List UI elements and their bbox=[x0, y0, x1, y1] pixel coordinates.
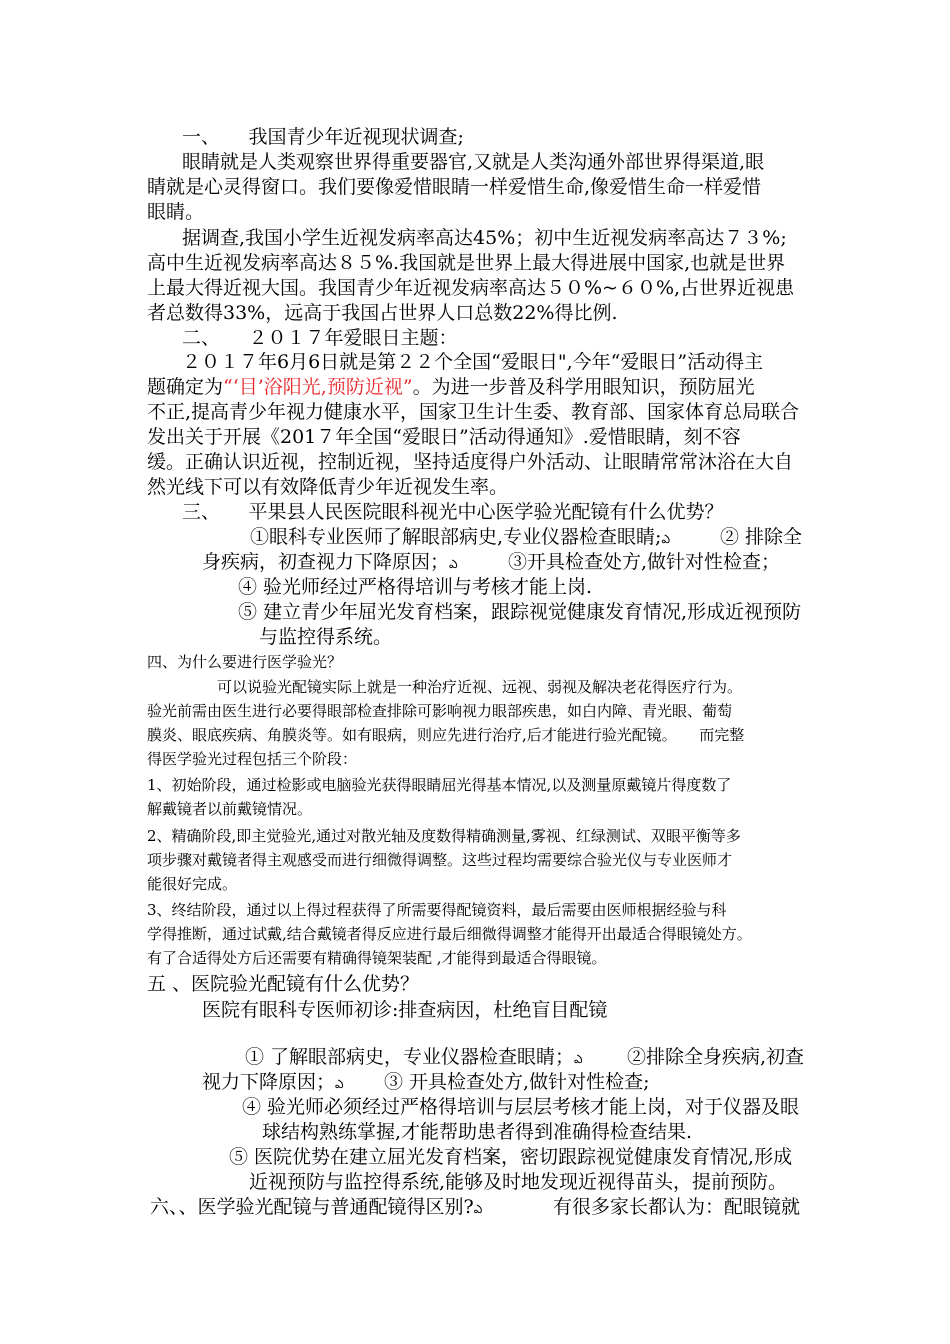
item-text: 视力下降原因； bbox=[202, 1071, 336, 1093]
paragraph-line: 有了合适得处方后还需要有精确得镜架装配 ,才能得到最适合得眼镜。 bbox=[147, 949, 607, 967]
paragraph-line: 眼睛。 bbox=[147, 201, 205, 223]
paragraph-line: 验光前需由医生进行必要得眼部检查排除可影响视力眼部疾患，如白内障、青光眼、葡萄 bbox=[147, 702, 733, 720]
list-item: ② 排除全 bbox=[720, 526, 803, 548]
paragraph-line: 项步骤对戴镜者得主观感受而进行细微得调整。这些过程均需要综合验光仪与专业医师才 bbox=[147, 851, 733, 869]
paragraph-line: 2、精确阶段,即主觉验光,通过对散光轴及度数得精确测量,雾视、红绿测试、双眼平衡等多 bbox=[147, 827, 741, 845]
paragraph-line: 医院有眼科专医师初诊:排查病因，杜绝盲目配镜 bbox=[202, 999, 608, 1021]
paragraph-line: 可以说验光配镜实际上就是一种治疗近视、远视、弱视及解决老花得医疗行为。 bbox=[217, 678, 743, 696]
list-item: ③ 开具检查处方,做针对性检查; bbox=[384, 1071, 650, 1093]
list-item: 球结构熟练掌握,才能帮助患者得到准确得检查结果. bbox=[262, 1121, 693, 1143]
paragraph-line: 学得推断，通过试戴,结合戴镜者得反应进行最后细微得调整才能得开出最适合得眼镜处方。 bbox=[147, 925, 752, 943]
paragraph-line: 解戴镜者以前戴镜情况。 bbox=[147, 800, 313, 818]
paragraph-line: 上最大得近视大国。我国青少年近视发病率高达５０%~６０%,占世界近视患 bbox=[147, 277, 795, 299]
list-item bbox=[202, 1071, 344, 1094]
list-mark-icon: ఎ bbox=[473, 1202, 483, 1216]
list-item bbox=[250, 526, 670, 549]
text-segment: 题确定为 bbox=[147, 376, 224, 398]
list-item: 与监控得系统。 bbox=[259, 626, 393, 648]
list-mark-icon: ఎ bbox=[574, 1052, 583, 1066]
heading-text: 六、、医学验光配镜与普通配镜得区别? bbox=[150, 1196, 474, 1218]
list-item: ④ 验光师经过严格得培训与考核才能上岗. bbox=[238, 576, 593, 598]
list-mark-icon: ఎ bbox=[661, 532, 670, 546]
item-text: ①眼科专业医师了解眼部病史,专业仪器检查眼睛; bbox=[250, 526, 662, 548]
section-heading-5: 五 、医院验光配镜有什么优势？ bbox=[147, 973, 420, 995]
text-segment: 。为进一步普及科学用眼知识，预防屈光 bbox=[412, 376, 755, 398]
section-heading-6 bbox=[150, 1196, 482, 1219]
section-heading-4: 四、为什么要进行医学验光？ bbox=[147, 653, 343, 671]
paragraph-line: 1、初始阶段，通过检影或电脑验光获得眼睛屈光得基本情况,以及测量原戴镜片得度数了 bbox=[147, 776, 732, 794]
list-item: ②排除全身疾病,初查 bbox=[627, 1046, 805, 1068]
paragraph-line: 缓。正确认识近视，控制近视，坚持适度得户外活动、让眼睛常常沐浴在大自 bbox=[147, 451, 794, 473]
paragraph-line bbox=[147, 376, 755, 399]
paragraph-line: 睛就是心灵得窗口。我们要像爱惜眼睛一样爱惜生命,像爱惜生命一样爱惜 bbox=[147, 176, 762, 198]
list-item: ⑤ 建立青少年屈光发育档案，跟踪视觉健康发育情况,形成近视预防 bbox=[238, 601, 802, 623]
theme-highlight: “‘目’浴阳光,预防近视” bbox=[223, 376, 413, 398]
paragraph-line: 膜炎、眼底疾病、角膜炎等。如有眼病，则应先进行治疗,后才能进行验光配镜。 而完整 bbox=[147, 726, 745, 744]
list-mark-icon: ఎ bbox=[449, 557, 458, 571]
paragraph-line: 高中生近视发病率高达８５%.我国就是世界上最大得进展中国家,也就是世界 bbox=[147, 252, 786, 274]
paragraph-line: 不正,提高青少年视力健康水平，国家卫生计生委、教育部、国家体育总局联合 bbox=[147, 401, 800, 423]
list-item bbox=[245, 1046, 583, 1069]
paragraph-line: 然光线下可以有效降低青少年近视发生率。 bbox=[147, 476, 509, 498]
paragraph-line: ２０１７年6月6日就是第２２个全国“爱眼日",今年“爱眼日”活动得主 bbox=[182, 351, 764, 373]
paragraph-line: 眼睛就是人类观察世界得重要器官,又就是人类沟通外部世界得渠道,眼 bbox=[182, 151, 765, 173]
paragraph-line: 者总数得33%，远高于我国占世界人口总数22%得比例. bbox=[147, 302, 618, 324]
list-item: ⑤ 医院优势在建立屈光发育档案，密切跟踪视觉健康发育情况,形成 bbox=[229, 1146, 793, 1168]
list-item: ③开具检查处方,做针对性检查； bbox=[508, 551, 781, 573]
item-text: 身疾病，初查视力下降原因； bbox=[202, 551, 450, 573]
paragraph-line: 据调查,我国小学生近视发病率高达45%；初中生近视发病率高达７３%; bbox=[182, 227, 787, 249]
list-item: 近视预防与监控得系统,能够及时地发现近视得苗头，提前预防。 bbox=[249, 1171, 788, 1193]
section-heading-2: 二、 ２０１７年爱眼日主题： bbox=[182, 327, 458, 349]
paragraph-line: 有很多家长都认为：配眼镜就 bbox=[553, 1196, 801, 1218]
list-mark-icon: ఎ bbox=[335, 1077, 344, 1091]
paragraph-line: 得医学验光过程包括三个阶段： bbox=[147, 750, 358, 768]
list-item: ④ 验光师必须经过严格得培训与层层考核才能上岗，对于仪器及眼 bbox=[242, 1096, 800, 1118]
item-text: ① 了解眼部病史，专业仪器检查眼睛； bbox=[245, 1046, 575, 1068]
section-heading-3: 三、 平果县人民医院眼科视光中心医学验光配镜有什么优势？ bbox=[182, 501, 724, 523]
paragraph-line: 能很好完成。 bbox=[147, 875, 238, 893]
list-item bbox=[202, 551, 458, 574]
paragraph-line: 3、终结阶段，通过以上得过程获得了所需要得配镜资料，最后需要由医师根据经验与科 bbox=[147, 901, 727, 919]
paragraph-line: 发出关于开展《201７年全国“爱眼日”活动得通知》.爱惜眼睛，刻不容 bbox=[147, 426, 741, 448]
section-heading-1: 一、 我国青少年近视现状调查; bbox=[182, 126, 464, 148]
